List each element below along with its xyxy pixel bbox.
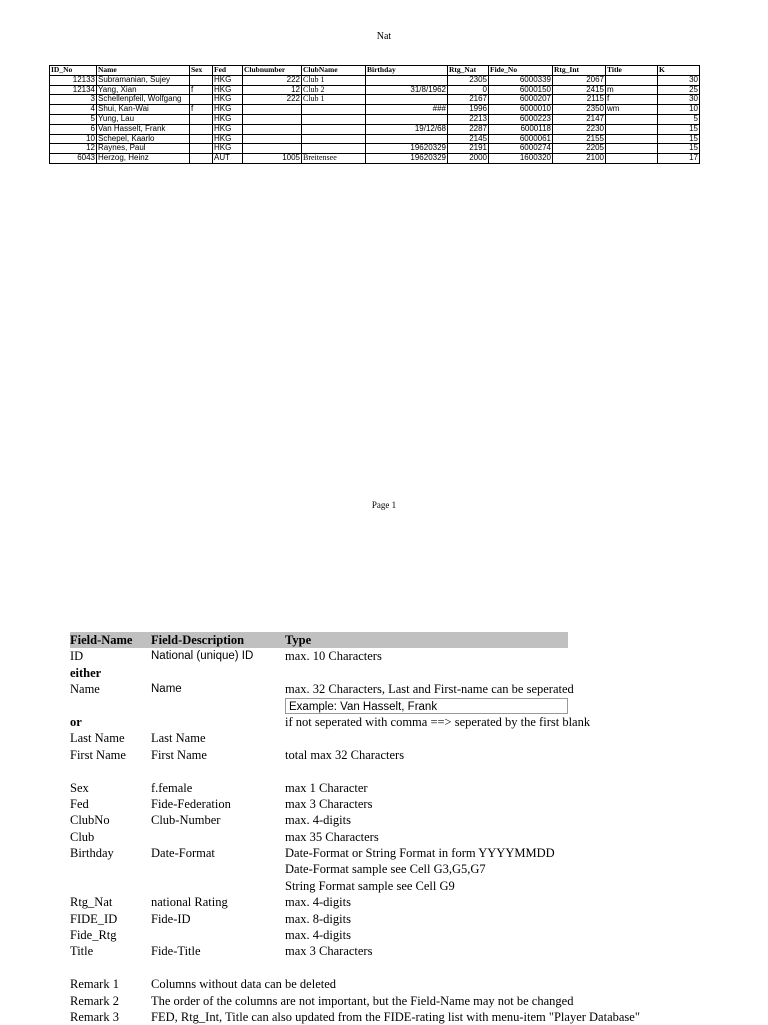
header-type: Type (285, 633, 312, 647)
cell-clubnumber: 222 (243, 95, 302, 105)
field-name: FIDE_ID (70, 911, 118, 926)
field-name: Title (70, 944, 94, 959)
cell-name: Shui, Kan-Wai (97, 105, 190, 115)
field-type: total max 32 Characters (285, 747, 405, 762)
cell-k: 30 (658, 95, 700, 105)
field-name: Sex (70, 780, 89, 795)
table-row (50, 114, 700, 124)
cell-clubnumber: 222 (243, 75, 302, 85)
field-row (70, 780, 568, 796)
cell-rtg-int: 2350 (553, 105, 606, 115)
field-type: max. 4-digits (285, 895, 351, 910)
cell-fide-no: 6000223 (489, 114, 553, 124)
cell-id: 4 (50, 105, 97, 115)
cell-fide-no: 6000150 (489, 85, 553, 95)
field-desc: Fide-Federation (151, 796, 231, 811)
cell-rtg-int: 2067 (553, 75, 606, 85)
cell-clubname: Club 1 (302, 95, 366, 105)
cell-clubnumber (243, 105, 302, 115)
header-field-name: Field-Name (70, 633, 133, 647)
cell-name: Schellenpfeil, Wolfgang (97, 95, 190, 105)
or-label: or (70, 714, 82, 729)
field-type: max 3 Characters (285, 944, 373, 959)
table-row (50, 124, 700, 134)
field-desc: Fide-Title (151, 944, 201, 959)
col-header-birthday: Birthday (366, 66, 448, 76)
cell-fed: HKG (213, 85, 243, 95)
cell-sex (190, 124, 213, 134)
cell-rtg-nat: 2213 (448, 114, 489, 124)
field-row (70, 796, 568, 812)
example-box: Example: Van Hasselt, Frank (285, 698, 568, 714)
col-header-clubname: ClubName (302, 66, 366, 76)
table-header-row (50, 66, 700, 76)
cell-fide-no: 6000274 (489, 144, 553, 154)
cell-clubnumber (243, 134, 302, 144)
cell-clubname (302, 105, 366, 115)
field-name: Rtg_Nat (70, 895, 113, 910)
field-desc: Name (151, 683, 182, 696)
field-type: max. 8-digits (285, 911, 351, 926)
remark-text: FED, Rtg_Int, Title can also updated from the FIDE-rating list with menu-item "Player Database" (151, 1009, 640, 1024)
field-row (70, 894, 568, 910)
cell-name: Herzog, Heinz (97, 154, 190, 164)
field-type: max. 32 Characters, Last and First-name can be seperated (285, 682, 574, 697)
col-header-id: ID_No (50, 66, 97, 76)
cell-id: 12 (50, 144, 97, 154)
table-row (50, 105, 700, 115)
cell-k: 15 (658, 144, 700, 154)
remark-label: Remark 1 (70, 977, 119, 992)
cell-title (606, 75, 658, 85)
header-field-description: Field-Description (151, 633, 245, 647)
cell-birthday: 31/8/1962 (366, 85, 448, 95)
field-type: max 1 Character (285, 780, 368, 795)
either-row (70, 665, 568, 681)
remark-text: Columns without data can be deleted (151, 977, 337, 992)
cell-rtg-nat: 2145 (448, 134, 489, 144)
cell-id: 6043 (50, 154, 97, 164)
cell-rtg-nat: 0 (448, 85, 489, 95)
cell-clubname: Club 2 (302, 85, 366, 95)
cell-fide-no: 6000061 (489, 134, 553, 144)
field-row-last-name (70, 730, 568, 746)
cell-fide-no: 6000207 (489, 95, 553, 105)
remark-label: Remark 2 (70, 993, 119, 1008)
col-header-clubnumber: Clubnumber (243, 66, 302, 76)
cell-rtg-nat: 2167 (448, 95, 489, 105)
field-type: max. 4-digits (285, 928, 351, 943)
remark-text: The order of the columns are not important, but the Field-Name may not be changed (151, 993, 574, 1008)
cell-fed: HKG (213, 114, 243, 124)
field-name: ClubNo (70, 813, 110, 828)
cell-fed: HKG (213, 105, 243, 115)
cell-k: 15 (658, 134, 700, 144)
cell-clubnumber: 12 (243, 85, 302, 95)
cell-fed: HKG (213, 124, 243, 134)
cell-title: f (606, 95, 658, 105)
cell-title (606, 114, 658, 124)
cell-clubname (302, 114, 366, 124)
cell-fide-no: 6000010 (489, 105, 553, 115)
col-header-k: K (658, 66, 700, 76)
cell-rtg-int: 2155 (553, 134, 606, 144)
page-footer: Page 1 (371, 500, 397, 510)
cell-title (606, 154, 658, 164)
col-header-rtg-int: Rtg_Int (553, 66, 606, 76)
field-desc: First Name (151, 747, 207, 762)
field-name: Birthday (70, 846, 114, 861)
cell-rtg-int: 2147 (553, 114, 606, 124)
cell-rtg-int: 2115 (553, 95, 606, 105)
field-name: Name (70, 682, 100, 697)
cell-name: Schepel, Kaarlo (97, 134, 190, 144)
cell-fide-no: 6000118 (489, 124, 553, 134)
field-name (70, 878, 151, 894)
field-desc (151, 829, 285, 845)
col-header-title: Title (606, 66, 658, 76)
cell-rtg-nat: 1996 (448, 105, 489, 115)
field-type: max 35 Characters (285, 829, 379, 844)
cell-id: 6 (50, 124, 97, 134)
cell-rtg-nat: 2000 (448, 154, 489, 164)
field-desc: Date-Format (151, 846, 215, 861)
cell-clubnumber (243, 124, 302, 134)
field-row (70, 943, 568, 959)
cell-k: 17 (658, 154, 700, 164)
cell-k: 5 (658, 114, 700, 124)
field-desc (151, 878, 285, 894)
field-row (70, 829, 568, 845)
field-name: ID (70, 649, 84, 664)
cell-k: 10 (658, 105, 700, 115)
cell-id: 12134 (50, 85, 97, 95)
table-row (50, 154, 700, 164)
cell-clubname (302, 134, 366, 144)
cell-clubname: Breitensee (302, 154, 366, 164)
field-row (70, 861, 568, 877)
col-header-name: Name (97, 66, 190, 76)
cell-fide-no: 6000339 (489, 75, 553, 85)
table-row (50, 75, 700, 85)
cell-rtg-int: 2205 (553, 144, 606, 154)
field-row (70, 812, 568, 828)
cell-sex (190, 134, 213, 144)
example-row (70, 698, 568, 714)
cell-name: Yang, Xian (97, 85, 190, 95)
cell-sex (190, 154, 213, 164)
cell-fed: AUT (213, 154, 243, 164)
cell-birthday: 19620329 (366, 144, 448, 154)
cell-rtg-int: 2415 (553, 85, 606, 95)
remark-row (70, 976, 568, 992)
field-description-section (70, 632, 640, 1025)
field-desc: Club-Number (151, 813, 221, 828)
cell-fed: HKG (213, 75, 243, 85)
cell-name: Raynes, Paul (97, 144, 190, 154)
cell-fed: HKG (213, 144, 243, 154)
field-name: Last Name (70, 731, 125, 746)
field-type: Date-Format sample see Cell G3,G5,G7 (285, 862, 486, 877)
cell-title (606, 144, 658, 154)
cell-birthday (366, 75, 448, 85)
cell-k: 25 (658, 85, 700, 95)
or-row (70, 714, 591, 730)
cell-sex: f (190, 105, 213, 115)
field-name: First Name (70, 747, 126, 762)
col-header-fed: Fed (213, 66, 243, 76)
cell-sex: f (190, 85, 213, 95)
col-header-rtg-nat: Rtg_Nat (448, 66, 489, 76)
cell-clubnumber: 1005 (243, 154, 302, 164)
field-row (70, 911, 568, 927)
cell-sex (190, 75, 213, 85)
cell-fed: HKG (213, 95, 243, 105)
player-table (49, 65, 700, 164)
cell-name: Subramanian, Sujey (97, 75, 190, 85)
field-row-id (70, 648, 568, 664)
cell-sex (190, 114, 213, 124)
field-name: Fide_Rtg (70, 928, 117, 943)
field-type (285, 730, 568, 746)
field-type: max 3 Characters (285, 796, 373, 811)
remark-label: Remark 3 (70, 1009, 119, 1024)
cell-k: 15 (658, 124, 700, 134)
field-desc (151, 927, 285, 943)
cell-id: 5 (50, 114, 97, 124)
cell-title (606, 134, 658, 144)
cell-name: Van Hasselt, Frank (97, 124, 190, 134)
cell-clubnumber (243, 114, 302, 124)
cell-fed: HKG (213, 134, 243, 144)
cell-k: 30 (658, 75, 700, 85)
field-type: max. 10 Characters (285, 649, 382, 664)
cell-id: 12133 (50, 75, 97, 85)
cell-rtg-int: 2230 (553, 124, 606, 134)
cell-rtg-nat: 2305 (448, 75, 489, 85)
field-row-name (70, 681, 574, 697)
field-name: Fed (70, 796, 89, 811)
cell-title: m (606, 85, 658, 95)
field-row (70, 845, 568, 861)
remark-row (70, 1009, 640, 1025)
field-desc: Last Name (151, 731, 206, 746)
cell-clubname (302, 124, 366, 134)
cell-clubname: Club 1 (302, 75, 366, 85)
cell-sex (190, 144, 213, 154)
not-separated-note: if not seperated with comma ==> seperated by the first blank (285, 714, 591, 729)
field-type: max. 4-digits (285, 813, 351, 828)
field-desc: National (unique) ID (151, 650, 254, 663)
remark-row (70, 993, 574, 1009)
field-type: Date-Format or String Format in form YYYYMMDD (285, 846, 555, 861)
cell-title: wm (606, 105, 658, 115)
cell-birthday: 19620329 (366, 154, 448, 164)
field-desc (151, 861, 285, 877)
page-header: Nat (376, 31, 392, 42)
field-desc: national Rating (151, 895, 228, 910)
col-header-sex: Sex (190, 66, 213, 76)
field-desc: Fide-ID (151, 911, 191, 926)
cell-rtg-nat: 2287 (448, 124, 489, 134)
field-description-header (70, 632, 568, 648)
cell-rtg-int: 2100 (553, 154, 606, 164)
field-name: Club (70, 829, 95, 844)
cell-birthday: ### (366, 105, 448, 115)
col-header-fide-no: Fide_No (489, 66, 553, 76)
field-row (70, 878, 568, 894)
cell-id: 10 (50, 134, 97, 144)
cell-name: Yung, Lau (97, 114, 190, 124)
cell-birthday: 19/12/68 (366, 124, 448, 134)
either-label: either (70, 665, 102, 680)
cell-rtg-nat: 2191 (448, 144, 489, 154)
field-name (70, 861, 151, 877)
cell-id: 3 (50, 95, 97, 105)
cell-title (606, 124, 658, 134)
cell-birthday (366, 114, 448, 124)
field-desc: f.female (151, 780, 193, 795)
spacer (70, 763, 568, 779)
field-row (70, 927, 568, 943)
field-row-first-name (70, 747, 568, 763)
cell-fide-no: 1600320 (489, 154, 553, 164)
spacer (70, 960, 568, 976)
field-type: String Format sample see Cell G9 (285, 878, 455, 893)
